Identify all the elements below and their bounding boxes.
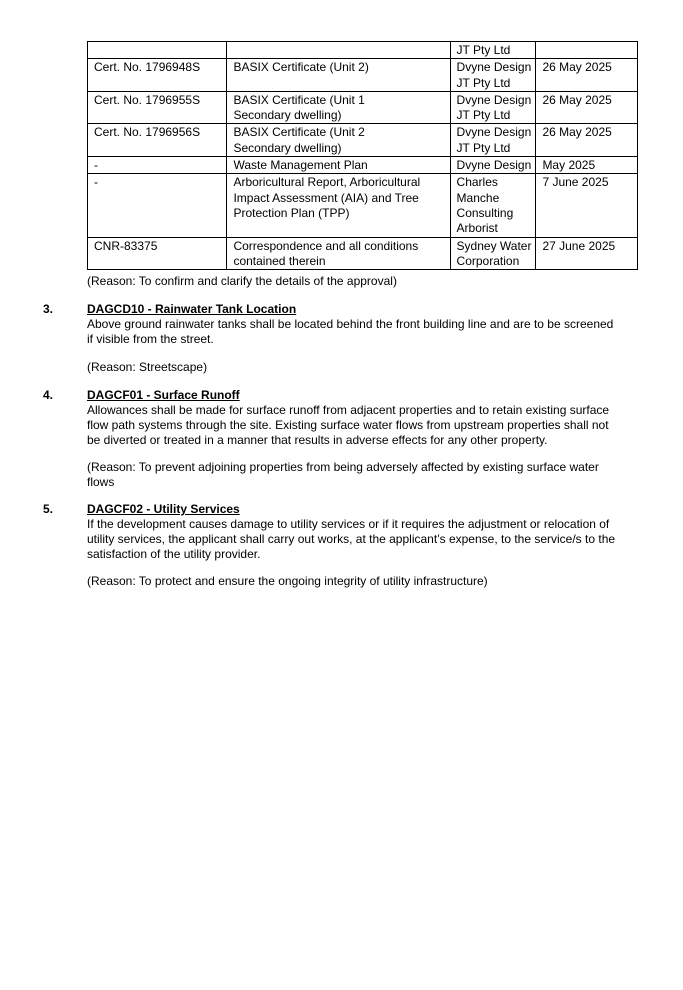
approved-documents-table	[87, 41, 638, 270]
document-cell	[227, 174, 450, 237]
author-cell	[450, 124, 536, 157]
condition-reason	[87, 574, 639, 589]
cell-line: BASIX Certificate (Unit 2	[233, 125, 365, 140]
cell-line: Secondary dwelling)	[233, 140, 342, 155]
author-cell	[450, 237, 536, 270]
cell-line: Cert. No. 1796948S	[94, 60, 201, 75]
cell-line: Cert. No. 1796956S	[94, 125, 201, 140]
cell-line: CNR-83375	[94, 238, 158, 253]
author-cell	[450, 174, 536, 237]
cell-line: BASIX Certificate (Unit 2)	[233, 60, 369, 75]
document-cell	[227, 157, 450, 174]
reference-cell	[88, 237, 227, 270]
author-cell	[450, 91, 536, 124]
cell-line: Dvyne Design	[456, 92, 532, 107]
date-cell	[536, 174, 638, 237]
date-cell	[536, 157, 638, 174]
cell-line: May 2025	[542, 158, 596, 173]
cell-line: Protection Plan (TPP)	[233, 205, 350, 220]
cell-line: 26 May 2025	[542, 60, 612, 75]
cell-line: -	[94, 175, 98, 190]
date-cell	[536, 237, 638, 270]
cell-line: 26 May 2025	[542, 92, 612, 107]
date-cell	[536, 42, 638, 59]
reason-line: (Reason: To prevent adjoining properties from being adversely affected by existing surface water	[87, 460, 599, 474]
condition-body	[87, 517, 639, 562]
reason-line: flows	[87, 475, 115, 489]
reason-line: (Reason: Streetscape)	[87, 360, 208, 374]
table-row	[88, 42, 638, 59]
date-cell	[536, 59, 638, 92]
cell-line: Sydney Water	[456, 238, 532, 253]
cell-line: BASIX Certificate (Unit 1	[233, 92, 365, 107]
condition-number: 5.	[43, 502, 54, 516]
condition-number: 4.	[43, 388, 54, 402]
cell-line: Dvyne Design	[456, 60, 532, 75]
reference-cell	[88, 42, 227, 59]
author-cell	[450, 59, 536, 92]
table-row	[88, 174, 638, 237]
document-cell	[227, 42, 450, 59]
cell-line: 26 May 2025	[542, 125, 612, 140]
cell-line: JT Pty Ltd	[456, 140, 511, 155]
cell-line: Correspondence and all conditions	[233, 238, 419, 253]
cell-line: Cert. No. 1796955S	[94, 92, 201, 107]
condition-reason	[87, 460, 639, 490]
cell-line: JT Pty Ltd	[456, 43, 511, 57]
cell-line: JT Pty Ltd	[456, 75, 511, 90]
reference-cell	[88, 157, 227, 174]
condition-body	[87, 403, 639, 448]
condition-number: 3.	[43, 302, 54, 316]
cell-line: 27 June 2025	[542, 238, 616, 253]
body-line: if visible from the street.	[87, 332, 214, 346]
author-cell	[450, 42, 536, 59]
cell-line: Secondary dwelling)	[233, 108, 342, 123]
cell-line: Waste Management Plan	[233, 158, 368, 173]
table-row	[88, 91, 638, 124]
condition-body	[87, 317, 639, 347]
body-line: Allowances shall be made for surface runoff from adjacent properties and to retain existing surface	[87, 403, 610, 417]
reference-cell	[88, 59, 227, 92]
table-reason: (Reason: To confirm and clarify the details of the approval)	[87, 274, 397, 288]
cell-line: 7 June 2025	[542, 175, 609, 190]
reference-cell	[88, 174, 227, 237]
cell-line: Impact Assessment (AIA) and Tree	[233, 190, 419, 205]
condition-title: DAGCF02 - Utility Services	[87, 502, 240, 516]
reference-cell	[88, 91, 227, 124]
document-cell	[227, 59, 450, 92]
table-row	[88, 157, 638, 174]
body-line: flow path systems through the site. Existing surface water flows from upstream properties shall not	[87, 418, 609, 432]
reason-line: (Reason: To protect and ensure the ongoing integrity of utility infrastructure)	[87, 574, 488, 588]
cell-line: JT Pty Ltd	[456, 108, 511, 123]
body-line: satisfaction of the utility provider.	[87, 547, 261, 561]
table-row	[88, 237, 638, 270]
document-cell	[227, 237, 450, 270]
document-cell	[227, 91, 450, 124]
body-line: be diverted or treated in a manner that results in adverse effects for any other property.	[87, 433, 548, 447]
date-cell	[536, 91, 638, 124]
body-line: Above ground rainwater tanks shall be located behind the front building line and are to be screened	[87, 317, 614, 331]
table-row	[88, 124, 638, 157]
cell-line: contained therein	[233, 253, 326, 268]
date-cell	[536, 124, 638, 157]
condition-title: DAGCF01 - Surface Runoff	[87, 388, 240, 402]
document-cell	[227, 124, 450, 157]
cell-line: Dvyne Design	[456, 158, 532, 173]
author-cell	[450, 157, 536, 174]
reference-cell	[88, 124, 227, 157]
condition-reason	[87, 360, 639, 375]
table-row	[88, 59, 638, 92]
cell-line: Dvyne Design	[456, 125, 532, 140]
condition-title: DAGCD10 - Rainwater Tank Location	[87, 302, 297, 316]
cell-line: Manche	[456, 190, 500, 205]
cell-line: Arborist	[456, 221, 498, 236]
cell-line: Arboricultural Report, Arboricultural	[233, 175, 421, 190]
body-line: If the development causes damage to utility services or if it requires the adjustment or relocation of	[87, 517, 610, 531]
cell-line: -	[94, 158, 98, 173]
cell-line: Consulting	[456, 205, 514, 220]
cell-line: Corporation	[456, 253, 520, 268]
body-line: utility services, the applicant shall carry out works, at the applicant’s expense, to the service/s to the	[87, 532, 616, 546]
cell-line: Charles	[456, 175, 498, 190]
